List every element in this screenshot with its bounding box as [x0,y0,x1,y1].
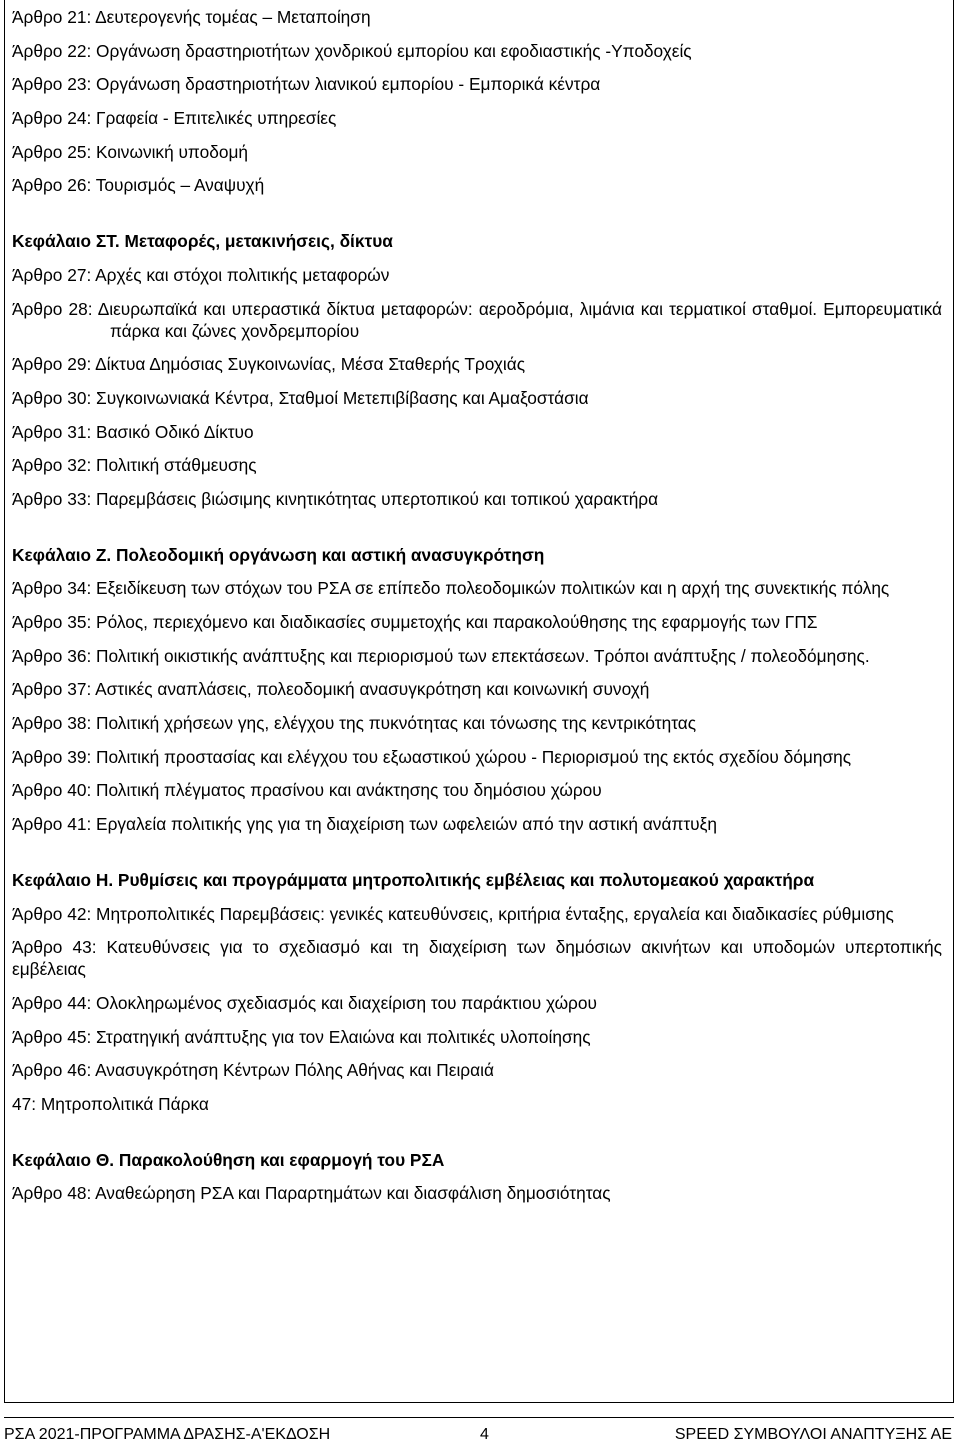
article-entry: Άρθρο 31: Βασικό Οδικό Δίκτυο [12,421,254,442]
article-entry: Άρθρο 39: Πολιτική προστασίας και ελέγχου του εξωαστικού χώρου - Περιορισμού της εκτός σχεδίου δόμησης [12,746,852,767]
article-entry: Άρθρο 34: Εξειδίκευση των στόχων του ΡΣΑ σε επίπεδο πολεοδομικών πολιτικών και η αρχή της συνεκτικής πόλης [12,578,890,599]
article-entry: Άρθρο 44: Ολοκληρωμένος σχεδιασμός και διαχείριση του παράκτιου χώρου [12,992,597,1013]
article-entry: Άρθρο 46: Ανασυγκρότηση Κέντρων Πόλης Αθήνας και Πειραιά [12,1060,494,1081]
chapter-heading: Κεφάλαιο Η. Ρυθμίσεις και προγράμματα μητροπολιτικής εμβέλειας και πολυτομεακού χαρακτήρα [12,869,815,890]
article-entry: Άρθρο 36: Πολιτική οικιστικής ανάπτυξης και περιορισμού των επεκτάσεων. Τρόποι ανάπτυξης / πολεοδόμησης. [12,645,870,666]
footer-page-number: 4 [480,1426,489,1443]
table-of-contents [12,6,942,1216]
page-footer [4,1417,954,1443]
article-entry: Άρθρο 45: Στρατηγική ανάπτυξης για τον Ελαιώνα και πολιτικές υλοποίησης [12,1026,591,1047]
article-entry: Άρθρο 26: Τουρισμός – Αναψυχή [12,175,265,196]
article-entry: Άρθρο 41: Εργαλεία πολιτικής γης για τη διαχείριση των ωφελειών από την αστική ανάπτυξη [12,814,717,835]
article-entry: Άρθρο 22: Οργάνωση δραστηριοτήτων χονδρικού εμπορίου και εφοδιαστικής -Υποδοχείς [12,40,692,61]
article-entry: Άρθρο 29: Δίκτυα Δημόσιας Συγκοινωνίας, Μέσα Σταθερής Τροχιάς [12,354,526,375]
article-entry: Άρθρο 28: Διευρωπαϊκά και υπεραστικά δίκτυα μεταφορών: αεροδρόμια, λιμάνια και τερματικοί σταθμοί. Εμπορευματικά πάρκα και ζώνες χονδρεμπορίου [12,298,942,341]
chapter-heading: Κεφάλαιο Ζ. Πολεοδομική οργάνωση και αστική ανασυγκρότηση [12,544,545,565]
article-entry: Άρθρο 32: Πολιτική στάθμευσης [12,455,257,476]
article-entry: Άρθρο 30: Συγκοινωνιακά Κέντρα, Σταθμοί Μετεπιβίβασης και Αμαξοστάσια [12,387,589,408]
article-entry: Άρθρο 48: Αναθεώρηση ΡΣΑ και Παραρτημάτων και διασφάλιση δημοσιότητας [12,1183,611,1204]
footer-company: SPEED ΣΥΜΒΟΥΛΟΙ ΑΝΑΠΤΥΞΗΣ ΑΕ [674,1426,952,1443]
article-entry: Άρθρο 43: Κατευθύνσεις για το σχεδιασμό και τη διαχείριση των δημόσιων ακινήτων και υποδομών υπερτοπικής εμβέλειας [12,937,942,980]
section-gap [12,522,942,544]
chapter-heading: Κεφάλαιο ΣΤ. Μεταφορές, μετακινήσεις, δίκτυα [12,231,393,252]
chapter-heading: Κεφάλαιο Θ. Παρακολούθηση και εφαρμογή του ΡΣΑ [12,1149,445,1170]
article-entry: Άρθρο 24: Γραφεία - Επιτελικές υπηρεσίες [12,108,337,129]
article-entry: Άρθρο 37: Αστικές αναπλάσεις, πολεοδομική ανασυγκρότηση και κοινωνική συνοχή [12,679,650,700]
article-entry: Άρθρο 27: Αρχές και στόχοι πολιτικής μεταφορών [12,264,390,285]
article-entry: Άρθρο 38: Πολιτική χρήσεων γης, ελέγχου της πυκνότητας και τόνωσης της κεντρικότητας [12,713,697,734]
section-gap [12,1127,942,1149]
footer-document-title: ΡΣΑ 2021-ΠΡΟΓΡΑΜΜΑ ΔΡΑΣΗΣ-Α'ΕΚΔΟΣΗ [4,1426,331,1443]
article-entry: Άρθρο 42: Μητροπολιτικές Παρεμβάσεις: γενικές κατευθύνσεις, κριτήρια ένταξης, εργαλεία και διαδικασίες ρύθμισης [12,903,894,924]
article-entry: Άρθρο 35: Ρόλος, περιεχόμενο και διαδικασίες συμμετοχής και παρακολούθησης της εφαρμογής των ΓΠΣ [12,612,818,632]
article-entry: Άρθρο 21: Δευτερογενής τομέας – Μεταποίηση [12,7,371,27]
article-entry: Άρθρο 40: Πολιτική πλέγματος πρασίνου και ανάκτησης του δημόσιου χώρου [12,780,602,801]
section-gap [12,847,942,869]
article-entry: Άρθρο 33: Παρεμβάσεις βιώσιμης κινητικότητας υπερτοπικού και τοπικού χαρακτήρα [12,488,659,509]
article-entry: 47: Μητροπολιτικά Πάρκα [12,1093,209,1114]
article-entry: Άρθρο 23: Οργάνωση δραστηριοτήτων λιανικού εμπορίου - Εμπορικά κέντρα [12,74,601,95]
section-gap [12,208,942,230]
article-entry: Άρθρο 25: Κοινωνική υποδομή [12,141,249,162]
